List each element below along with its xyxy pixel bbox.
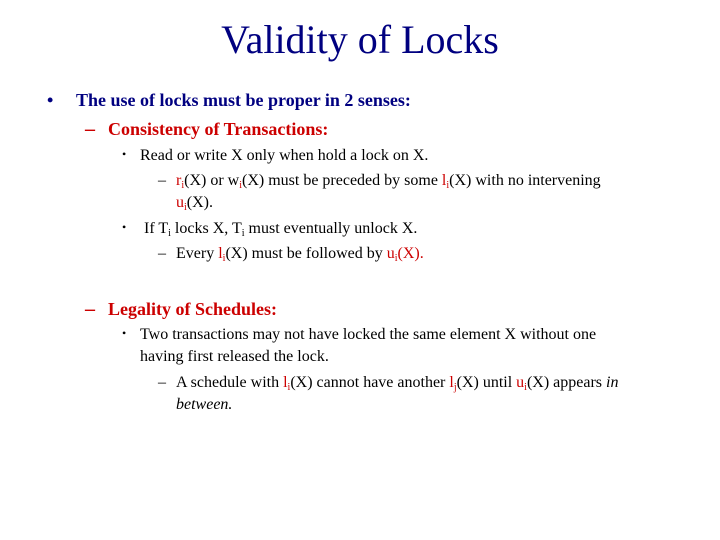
- text-seg: Every: [176, 245, 219, 262]
- op-u: u: [386, 245, 395, 262]
- op-u: u: [176, 194, 184, 211]
- subscript: j: [453, 382, 457, 393]
- legality-heading-text: Legality of Schedules:: [108, 299, 277, 319]
- dash-marker: –: [85, 118, 95, 140]
- consistency-heading-text: Consistency of Transactions:: [108, 119, 329, 139]
- op-r: r: [176, 172, 182, 189]
- dash-marker: –: [158, 374, 166, 391]
- consistency-item-1-sub: [158, 172, 601, 190]
- consistency-item-1: [122, 147, 428, 165]
- dash-marker: –: [158, 245, 166, 262]
- text-seg-italic: between.: [176, 396, 233, 413]
- legality-item-1: [122, 326, 596, 344]
- text-seg: (X) must be followed by: [225, 245, 387, 262]
- subscript: i: [446, 180, 450, 191]
- consistency-item-1-text: Read or write X only when hold a lock on X.: [140, 147, 429, 164]
- op-l: l: [283, 374, 288, 391]
- consistency-item-2: [122, 220, 417, 238]
- subscript: i: [524, 382, 527, 393]
- consistency-heading: [85, 118, 328, 141]
- subscript: i: [181, 180, 185, 191]
- legality-item-1-sub: [158, 374, 618, 392]
- bullet-marker: •: [122, 147, 127, 161]
- text-seg: (X).: [186, 194, 213, 211]
- subscript: i: [394, 253, 398, 264]
- text-seg: (X) must be preceded by some: [241, 172, 442, 189]
- dash-marker: –: [158, 172, 166, 189]
- subscript: i: [239, 180, 242, 191]
- op-u: u: [516, 374, 525, 391]
- op-l: l: [441, 172, 447, 189]
- bullet-marker: •: [47, 90, 54, 110]
- text-seg: (X) until: [456, 374, 517, 391]
- bullet-main-text: The use of locks must be proper in 2 senses:: [76, 90, 411, 110]
- text-seg: If T: [144, 220, 169, 237]
- subscript: i: [287, 382, 291, 393]
- text-seg: (X) or w: [184, 172, 240, 189]
- bullet-marker: •: [122, 220, 127, 234]
- subscript: i: [184, 202, 187, 213]
- legality-item-1-cont: having first released the lock.: [140, 348, 329, 365]
- text-seg: must eventually unlock X.: [244, 220, 418, 237]
- legality-item-1-text: Two transactions may not have locked the same element X without one: [140, 326, 597, 343]
- text-seg-italic: in: [606, 374, 619, 391]
- text-seg: (X) appears: [526, 374, 607, 391]
- bullet-marker: •: [122, 326, 127, 340]
- consistency-item-1-sub-cont: [176, 194, 213, 212]
- text-seg: A schedule with: [176, 374, 284, 391]
- subscript: i: [241, 228, 245, 239]
- text-seg: (X) with no intervening: [449, 172, 601, 189]
- legality-heading: [85, 298, 277, 321]
- dash-marker: –: [85, 298, 95, 320]
- slide-title: Validity of Locks: [221, 17, 499, 62]
- op-l: l: [449, 374, 454, 391]
- text-seg: (X).: [397, 245, 424, 262]
- consistency-item-2-sub: [158, 245, 424, 263]
- op-l: l: [218, 245, 223, 262]
- subscript: i: [222, 253, 226, 264]
- text-seg: (X) cannot have another: [290, 374, 450, 391]
- bullet-main: [47, 90, 411, 111]
- text-seg: locks X, T: [170, 220, 242, 237]
- subscript: i: [168, 228, 171, 239]
- legality-item-1-sub-cont: [176, 396, 232, 414]
